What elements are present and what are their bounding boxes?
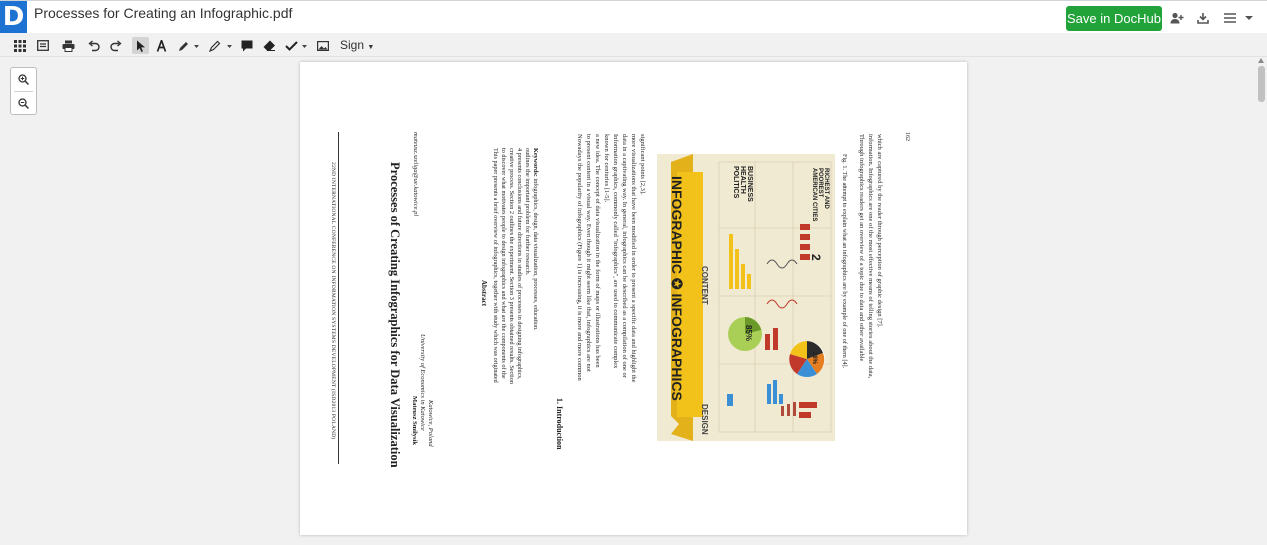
keywords-label: Keywords: <box>532 148 539 177</box>
header-rule <box>338 132 339 464</box>
infographic-health-label: BUSINESS HEALTH POLITICS <box>732 166 753 202</box>
redo-icon[interactable] <box>109 37 123 54</box>
paper-title: Processes of Creating Infographics for Data Visualization <box>388 162 402 468</box>
pen-icon[interactable] <box>177 37 201 54</box>
after-line: which are captured by the reader through perception of graphic design [7]. <box>876 134 883 328</box>
figure-caption-text: Fig. 1. The attempt to explain what an infographics are by example of one of them [4]. <box>841 154 848 369</box>
chevron-down-icon[interactable] <box>1241 10 1257 26</box>
sign-label: Sign <box>340 38 365 52</box>
author-email: mateusz.szeliga@ue.katowice.pl <box>412 132 419 217</box>
pointer-icon[interactable] <box>132 37 149 54</box>
toolbar <box>0 33 1267 57</box>
abstract-line: outlines the important problem for further research. <box>524 148 531 276</box>
abstract-heading: Abstract <box>480 280 488 307</box>
infographic-number: 2 <box>809 254 823 261</box>
sign-menu[interactable] <box>340 37 374 54</box>
keywords-text: infographics, design, data visualization, processes, education. <box>532 176 539 331</box>
author-affiliation: University of Economics in Katowice <box>419 334 426 431</box>
check-icon[interactable] <box>284 37 310 54</box>
image-icon[interactable] <box>316 37 330 54</box>
comment-icon[interactable] <box>240 37 254 54</box>
abstract-line: This paper presents a brief overview of infographics, together with study which was originated <box>492 148 499 383</box>
intro-line: significant points [2,3]. <box>639 134 646 195</box>
zoom-in-icon[interactable] <box>11 68 36 91</box>
infographic-richest-label: RICHEST AND POOREST AMERICAN CITIES <box>811 168 829 222</box>
page-view-icon[interactable] <box>36 37 50 54</box>
page-number: 162 <box>904 132 910 141</box>
after-line: information. Infographics are one of the most effective means of telling stories about the data, <box>867 134 874 379</box>
text-icon[interactable] <box>154 37 168 54</box>
after-line: Through infographics readers get an overview of a topic due to data and other available <box>858 134 865 362</box>
zoom-panel <box>10 67 37 115</box>
abstract-line: 4 presents conclusions and future directions in studies of processes in designing infographics, <box>516 148 523 380</box>
logo-letter: D <box>2 2 25 32</box>
undo-icon[interactable] <box>87 37 101 54</box>
scroll-thumb[interactable] <box>1258 66 1265 102</box>
infographic-figure <box>657 154 835 441</box>
vertical-scrollbar[interactable] <box>1256 58 1267 545</box>
highlighter-icon[interactable] <box>208 37 234 54</box>
sign-chevron-icon: ▼ <box>367 44 375 51</box>
abstract-line: to discover what motivates people to design infographics and what are the components of the <box>500 148 507 379</box>
author-name: Mateusz Smiłysik <box>411 396 418 445</box>
keywords-line <box>531 148 540 331</box>
infographic-banner-text: INFOGRAPHIC ✪ INFOGRAPHICS <box>669 176 685 401</box>
zoom-out-icon[interactable] <box>11 92 36 115</box>
infographic-design-label: DESIGN <box>700 404 709 435</box>
eraser-icon[interactable] <box>262 37 276 54</box>
print-icon[interactable] <box>61 37 76 54</box>
author-location: Katowice, Poland <box>427 400 434 447</box>
abstract-line: creative process. Section 2 outlines the experiment. Section 3 presents obtained results. Section <box>508 148 515 384</box>
add-user-icon[interactable] <box>1169 10 1185 26</box>
conference-header: 22ND INTERNATIONAL CONFERENCE ON INFORMATION SYSTEMS DEVELOPMENT (ISD2013 POLAND) <box>330 162 336 440</box>
download-icon[interactable] <box>1195 10 1211 26</box>
intro-line: Nowadays the popularity of infographics (Figure 1) is increasing, it is more and more common <box>576 134 583 381</box>
document-title[interactable]: Processes for Creating an Infographic.pdf <box>34 5 293 21</box>
infographic-content-label: CONTENT <box>700 266 709 305</box>
intro-line: a new idea. The concept of data visualization in the form of maps or illustrations has been <box>594 134 601 368</box>
dochub-logo[interactable] <box>0 1 27 34</box>
pdf-page[interactable] <box>300 62 967 535</box>
intro-line: Information graphics, commonly called "infographics", are used to communicate complex <box>612 134 619 369</box>
save-in-dochub-button[interactable]: Save in DocHub <box>1066 6 1162 31</box>
top-bar <box>0 0 1267 33</box>
intro-line: more visualizations that have been modified in order to present a specific data and highlight the <box>630 134 637 383</box>
intro-line: known for centuries [1-5]. <box>603 134 610 203</box>
scroll-up-arrow-icon[interactable] <box>1258 58 1264 63</box>
intro-line: data in a captivating way. In general, infographics can be described as a compilation of one or <box>621 134 628 378</box>
infographic-percent-28: 28% <box>811 352 817 365</box>
menu-icon[interactable] <box>1222 10 1238 26</box>
grid-icon[interactable] <box>13 37 27 54</box>
intro-line: to present content in a visual way. Even though it might seem like that, infographics are not <box>585 134 592 372</box>
figure-caption <box>840 154 849 368</box>
section-heading: 1. Introduction <box>555 398 564 450</box>
infographic-percent-85: 85% <box>744 325 753 342</box>
